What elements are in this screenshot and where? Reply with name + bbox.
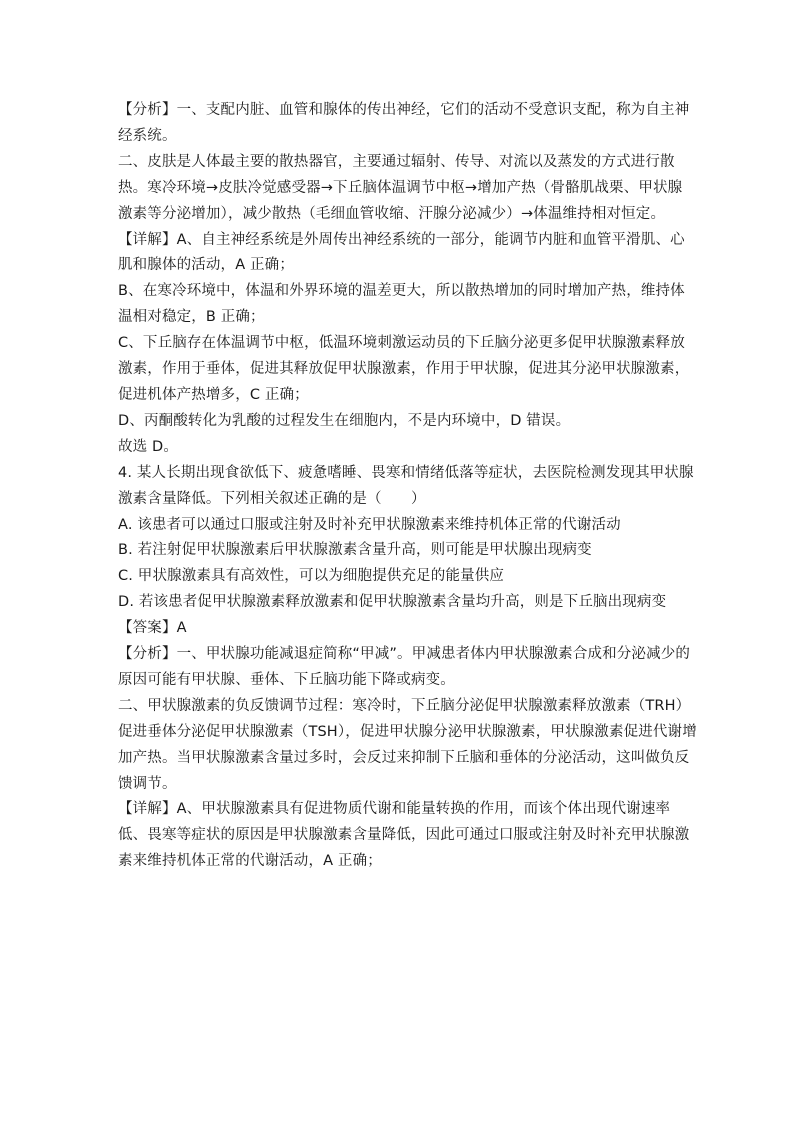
- explanation-line: 素来维持机体正常的代谢活动，A 正确；: [118, 853, 382, 870]
- analysis-line: 促进垂体分泌促甲状腺激素（TSH），促进甲状腺分泌甲状腺激素，甲状腺激素促进代谢增: [118, 723, 697, 740]
- explanation-line: 温相对稳定，B 正确；: [118, 309, 265, 326]
- analysis-line: 原因可能有甲状腺、垂体、下丘脑功能下降或病变。: [118, 671, 455, 688]
- explanation-line: 【详解】A、甲状腺激素具有促进物质代谢和能量转换的作用，而该个体出现代谢速率: [118, 801, 671, 818]
- question-stem-line: 4. 某人长期出现食欲低下、疲惫嗜睡、畏寒和情绪低落等症状，去医院检测发现其甲状腺: [118, 464, 694, 481]
- explanation-line: 【详解】A、自主神经系统是外周传出神经系统的一部分，能调节内脏和血管平滑肌、心: [118, 231, 685, 248]
- conclusion-line: 故选 D。: [118, 438, 179, 455]
- explanation-line: 肌和腺体的活动，A 正确；: [118, 257, 294, 274]
- option-c: C. 甲状腺激素具有高效性，可以为细胞提供充足的能量供应: [118, 568, 505, 585]
- explanation-line: 低、畏寒等症状的原因是甲状腺激素含量降低，因此可通过口服或注射及时补充甲状腺激: [118, 827, 690, 844]
- analysis-line: 热。寒冷环境→皮肤冷觉感受器→下丘脑体温调节中枢→增加产热（骨骼肌战栗、甲状腺: [118, 179, 683, 196]
- analysis-line: 二、甲状腺激素的负反馈调节过程：寒冷时，下丘脑分泌促甲状腺激素释放激素（TRH）: [118, 697, 691, 714]
- analysis-line: 激素等分泌增加），减少散热（毛细血管收缩、汗腺分泌减少）→体温维持相对恒定。: [118, 205, 666, 222]
- option-b: B. 若注射促甲状腺激素后甲状腺激素含量升高，则可能是甲状腺出现病变: [118, 542, 592, 559]
- analysis-line: 二、皮肤是人体最主要的散热器官，主要通过辐射、传导、对流以及蒸发的方式进行散: [118, 153, 675, 170]
- analysis-line: 【分析】一、甲状腺功能减退症简称“甲减”。甲减患者体内甲状腺激素合成和分泌减少的: [118, 646, 691, 663]
- explanation-line: 激素，作用于垂体，促进其释放促甲状腺激素，作用于甲状腺，促进其分泌甲状腺激素，: [118, 361, 690, 378]
- question-stem-line: 激素含量降低。下列相关叙述正确的是（ ）: [118, 490, 426, 507]
- answer-line: 【答案】A: [118, 620, 187, 637]
- analysis-line: 加产热。当甲状腺激素含量过多时，会反过来抑制下丘脑和垂体的分泌活动，这叫做负反: [118, 749, 690, 766]
- option-d: D. 若该患者促甲状腺激素释放激素和促甲状腺激素含量均升高，则是下丘脑出现病变: [118, 594, 667, 611]
- analysis-line: 【分析】一、支配内脏、血管和腺体的传出神经，它们的活动不受意识支配，称为自主神: [118, 102, 690, 118]
- analysis-line: 经系统。: [118, 127, 177, 144]
- option-a: A. 该患者可以通过口服或注射及时补充甲状腺激素来维持机体正常的代谢活动: [118, 516, 621, 533]
- explanation-line: C、下丘脑存在体温调节中枢，低温环境刺激运动员的下丘脑分泌更多促甲状腺激素释放: [118, 335, 685, 352]
- explanation-line: D、丙酮酸转化为乳酸的过程发生在细胞内，不是内环境中，D 错误。: [118, 412, 571, 429]
- analysis-line: 馈调节。: [118, 775, 177, 792]
- document-body: [118, 98, 697, 875]
- explanation-line: 促进机体产热增多，C 正确；: [118, 386, 309, 403]
- explanation-line: B、在寒冷环境中，体温和外界环境的温差更大，所以散热增加的同时增加产热，维持体: [118, 283, 685, 300]
